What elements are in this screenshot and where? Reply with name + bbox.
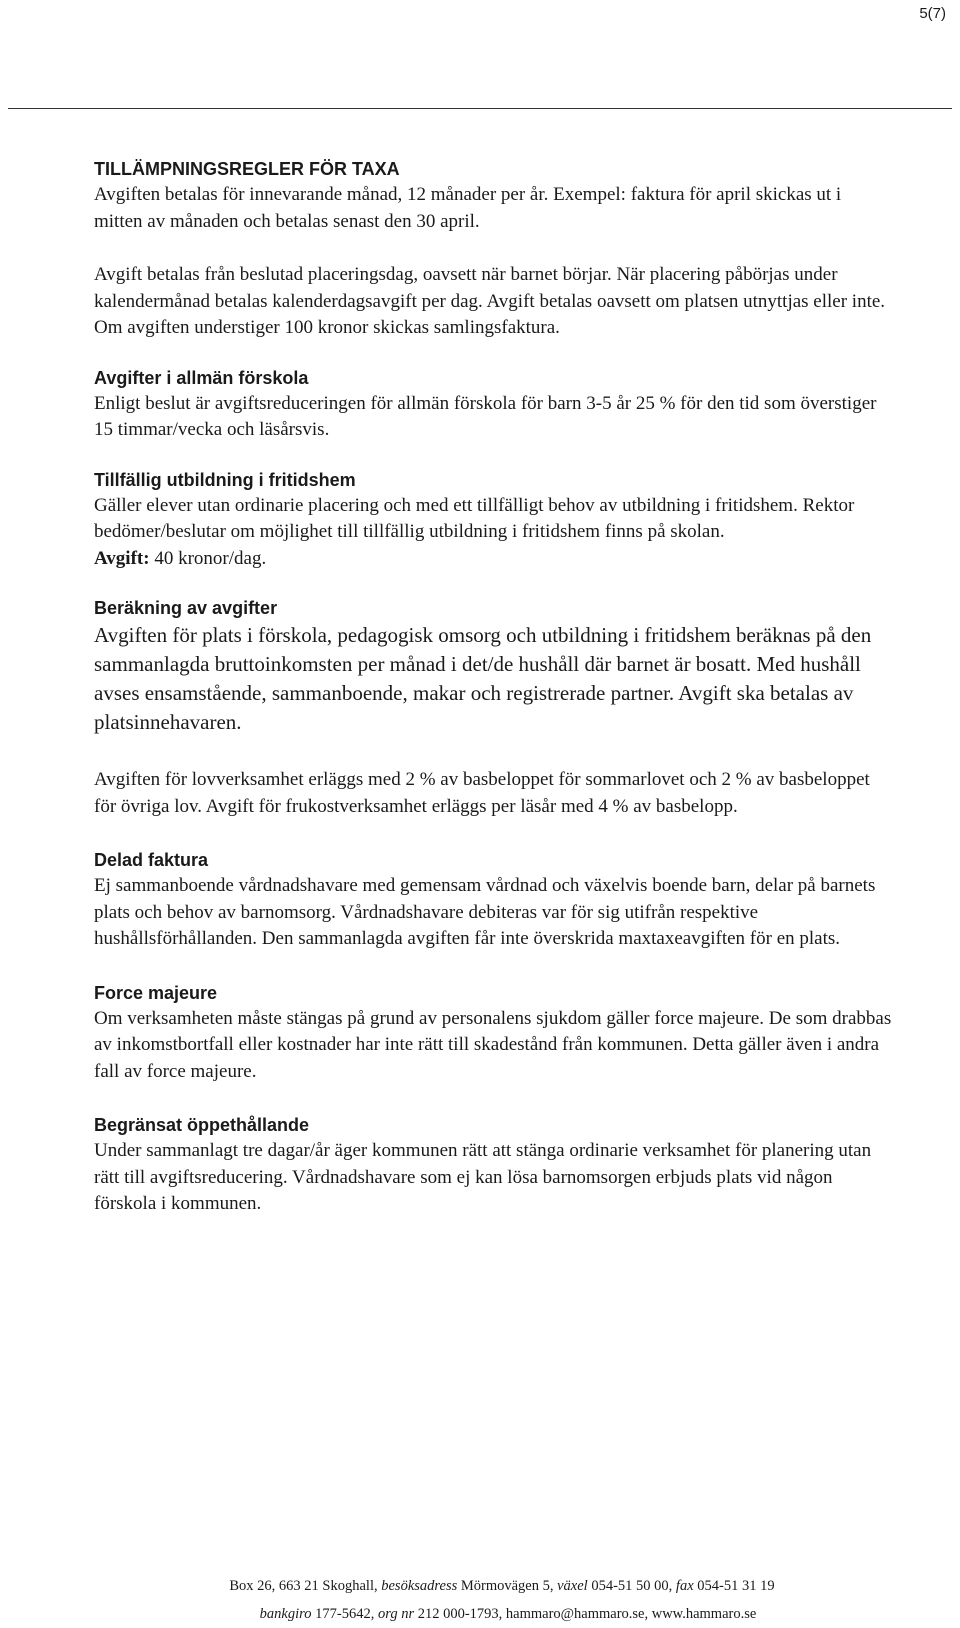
section-berakning	[94, 595, 894, 820]
force-majeure-text: Om verksamheten måste stängas på grund av personalens sjukdom gäller force majeure. De som drabbas av inkomstbortfall eller kostnader har inte rätt till skadestånd från kommunen. Detta gäller även i andra fall av force majeure.	[94, 1007, 892, 1082]
berakning-paragraph-1: Avgiften för plats i förskola, pedagogisk omsorg och utbildning i fritidshem beräknas på den sammanlagda bruttoinkomsten per månad i det/de hushåll där barnet är bosatt. Med hushåll avses ensamstående, sammanboende, makar och registrerade partner. Avgift ska betalas av platsinnehavaren.	[94, 623, 872, 734]
tillfallig-text: Gäller elever utan ordinarie placering och med ett tillfälligt behov av utbildning i fritidshem. Rektor bedömer/beslutar om möjlighet till tillfällig utbildning i fritidshem finns på skolan.	[94, 494, 855, 542]
allman-forskola-text: Enligt beslut är avgiftsreduceringen för allmän förskola för barn 3-5 år 25 % för den tid som överstiger 15 timmar/vecka och läsårsvis.	[94, 392, 877, 440]
tillfallig-fee	[94, 546, 894, 573]
footer-bank-line	[28, 1606, 960, 1623]
section-delad-faktura	[94, 847, 894, 953]
footer-visit-value: Mörmovägen 5,	[457, 1578, 558, 1594]
delad-faktura-text: Ej sammanboende vårdnadshavare med gemensam vårdnad och växelvis boende barn, delar på barnets plats och behov av barnomsorg. Vårdnadshavare debiteras var för sig utifrån respektive hushållsförhållanden. Den sammanlagda avgiften får inte överskrida maxtaxeavgiften för en plats.	[94, 875, 876, 949]
berakning-paragraph-2: Avgiften för lovverksamhet erläggs med 2 % av basbeloppet för sommarlovet och 2 % av basbeloppet för övriga lov. Avgift för frukostverksamhet erläggs per läsår med 4 % av basbelopp.	[94, 769, 870, 817]
taxa-paragraph-2: Avgift betalas från beslutad placeringsdag, oavsett när barnet börjar. När placering påbörjas under kalendermånad betalas kalenderdagsavgift per dag. Avgift betalas oavsett om platsen utnyttjas eller inte. Om avgiften understiger 100 kronor skickas samlingsfaktura.	[94, 264, 886, 338]
footer-phone-label: växel	[557, 1578, 588, 1594]
fee-label: Avgift:	[94, 547, 150, 569]
footer-visit-label: besöksadress	[381, 1578, 458, 1594]
section-heading-allman-forskola: Avgifter i allmän förskola	[94, 367, 309, 388]
footer-fax-value: 054-51 31 19	[693, 1578, 775, 1594]
fee-value: 40 kronor/dag.	[149, 547, 267, 569]
footer-bankgiro-label: bankgiro	[259, 1606, 312, 1622]
section-heading-begransat: Begränsat öppethållande	[94, 1115, 310, 1135]
footer-address: Box 26, 663 21 Skoghall,	[229, 1578, 382, 1594]
footer-phone-value: 054-51 50 00,	[587, 1578, 676, 1594]
section-heading-force-majeure: Force majeure	[94, 982, 218, 1003]
page-number: 5(7)	[919, 5, 946, 22]
taxa-paragraph-1: Avgiften betalas för innevarande månad, 12 månader per år. Exempel: faktura för april skickas ut i mitten av månaden och betalas senast den 30 april.	[94, 184, 842, 232]
footer-fax-label: fax	[675, 1578, 694, 1594]
section-heading-taxa: TILLÄMPNINGSREGLER FÖR TAXA	[94, 159, 400, 179]
section-begransat	[94, 1112, 894, 1218]
footer-orgnr-value: 212 000-1793, hammaro@hammaro.se, www.hammaro.se	[414, 1606, 757, 1622]
section-heading-tillfallig: Tillfällig utbildning i fritidshem	[94, 469, 356, 490]
footer-address-line	[22, 1578, 960, 1595]
section-heading-delad-faktura: Delad faktura	[94, 850, 209, 870]
section-force-majeure	[94, 980, 894, 1086]
footer-orgnr-label: org nr	[377, 1606, 415, 1622]
section-allman-forskola	[94, 365, 894, 444]
section-taxa	[94, 156, 894, 342]
footer-bankgiro-value: 177-5642,	[311, 1606, 378, 1622]
header-divider	[8, 108, 952, 109]
document-body	[94, 156, 894, 1218]
section-heading-berakning: Beräkning av avgifter	[94, 598, 278, 618]
section-tillfallig	[94, 467, 894, 573]
begransat-text: Under sammanlagt tre dagar/år äger kommunen rätt att stänga ordinarie verksamhet för planering utan rätt till avgiftsreducering. Vårdnadshavare som ej kan lösa barnomsorgen erbjuds plats vid någon förskola i kommunen.	[94, 1140, 872, 1214]
